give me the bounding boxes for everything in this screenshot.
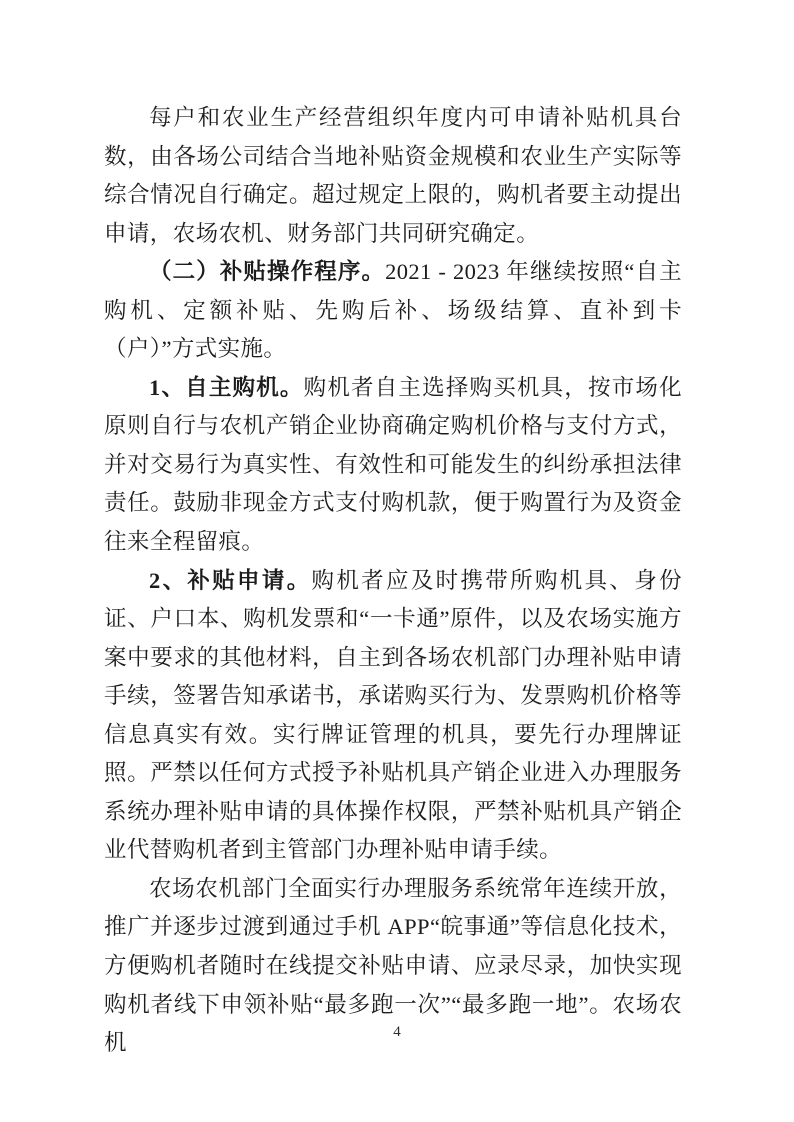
paragraph-bold-lead: 2、补贴申请。 xyxy=(149,567,312,593)
paragraph-text: 2021 - 2023 年继续按照“自主购机、定额补贴、先购后补、场级结算、直补到卡（户）”方式实施。 xyxy=(104,259,682,362)
paragraph-text: 每户和农业生产经营组织年度内可申请补贴机具台数，由各场公司结合当地补贴资金规模和农业生产实际等综合情况自行确定。超过规定上限的，购机者要主动提出申请，农场农机、财务部门共同研究确定。 xyxy=(104,105,682,246)
paragraph xyxy=(104,369,682,562)
paragraph-text: 农场农机部门全面实行办理服务系统常年连续开放，推广并逐步过渡到通过手机 APP“皖事通”等信息化技术，方便购机者随时在线提交补贴申请、应录尽录，加快实现购机者线下申领补贴“最多跑一次”“最多跑一地”。农场农机 xyxy=(104,875,682,1056)
paragraph-bold-lead: 1、自主购机。 xyxy=(149,374,304,400)
paragraph-text: 购机者自主选择购买机具，按市场化原则自行与农机产销企业协商确定购机价格与支付方式，并对交易行为真实性、有效性和可能发生的纠纷承担法律责任。鼓励非现金方式支付购机款，便于购置行为及资金往来全程留痕。 xyxy=(104,374,682,555)
paragraph xyxy=(104,99,682,253)
paragraph-bold-lead: （二）补贴操作程序。 xyxy=(149,259,386,285)
paragraph-text: 购机者应及时携带所购机具、身份证、户口本、购机发票和“一卡通”原件，以及农场实施方案中要求的其他材料，自主到各场农机部门办理补贴申请手续，签署告知承诺书，承诺购买行为、发票购机价格等信息真实有效。实行牌证管理的机具，要先行办理牌证照。严禁以任何方式授予补贴机具产销企业进入办理服务系统办理补贴申请的具体操作权限，严禁补贴机具产销企业代替购机者到主管部门办理补贴申请手续。 xyxy=(104,567,682,863)
document-body xyxy=(104,99,682,1063)
paragraph xyxy=(104,253,682,369)
paragraph xyxy=(104,562,682,870)
page-number: 4 xyxy=(393,1024,401,1040)
